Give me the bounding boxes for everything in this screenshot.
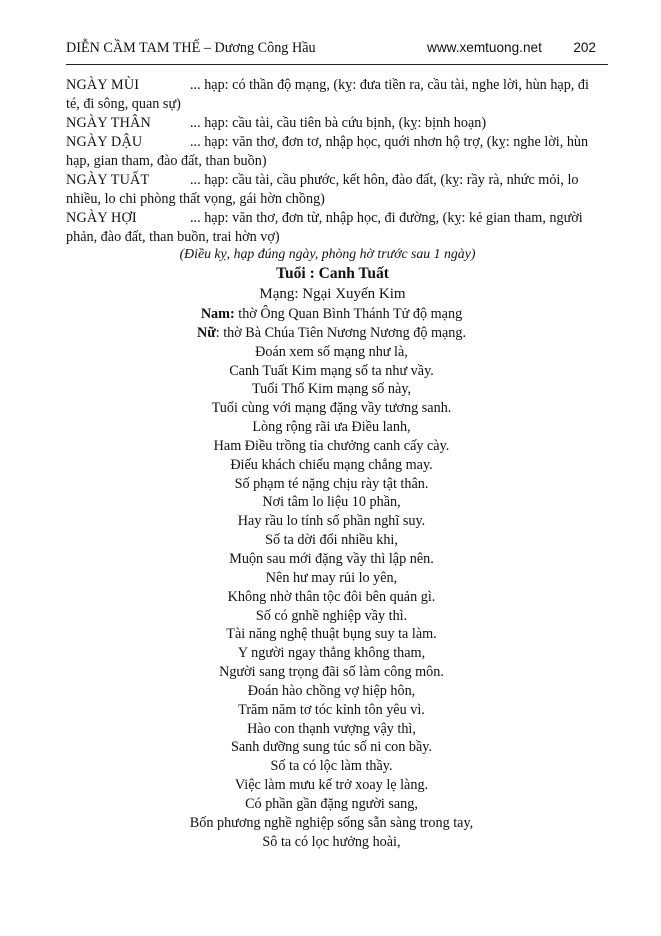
nam-line <box>0 305 661 324</box>
nam-label: Nam: <box>200 306 235 322</box>
day-name: NGÀY DẬU <box>66 134 143 150</box>
verse-line <box>0 531 661 550</box>
section-title-text: Tuổi : Canh Tuất <box>276 265 389 282</box>
verse-line <box>0 456 661 475</box>
verse-line-text: Tài năng nghệ thuật bụng suy ta làm. <box>226 626 437 643</box>
verse-line-text: Sanh dưỡng sung túc số ni con bầy. <box>230 739 433 756</box>
verse-line-text: Ham Điều trồng tỉa chưởng canh cấy cày. <box>213 437 450 454</box>
verse-line-text: Nên hư may rủi lo yên, <box>265 569 398 586</box>
verse-line <box>0 550 661 569</box>
verse-line <box>0 833 661 852</box>
verse-line-text: Bốn phương nghề nghiệp sống sẵn sàng trong tay, <box>189 814 474 831</box>
verse-line <box>0 343 661 362</box>
verse-line-text: Trăm năm tơ tóc kỉnh tôn yêu vì. <box>238 701 425 718</box>
verse-line <box>0 644 661 663</box>
verse-line <box>0 588 661 607</box>
day-text: ... hạp: cầu tài, cầu phước, kết hôn, đào đất, (kỵ: rầy rà, nhức mỏi, lo nhiều, lo chi phòng thất vọng, gái hờn chồng) <box>66 172 579 207</box>
verse-line-text: Y người ngay thẳng không tham, <box>237 645 426 662</box>
verse-line-text: Muộn sau mới đặng vầy thì lập nên. <box>229 550 434 567</box>
verse-line-text: Có phần gần đặng người sang, <box>245 795 418 812</box>
day-list <box>66 76 606 247</box>
day-name: NGÀY TUẤT <box>66 172 150 188</box>
verse-line <box>0 607 661 626</box>
header-rule <box>66 64 608 65</box>
day-text: ... hạp: cầu tài, cầu tiên bà cứu bịnh, (kỵ: bịnh hoạn) <box>190 115 487 131</box>
verse-line-text: Tuổi Thổ Kim mạng số này, <box>251 381 412 398</box>
verse-line-text: Hay rầu lo tính số phần nghĩ suy. <box>237 513 426 530</box>
verse-line <box>0 512 661 531</box>
section-title <box>0 265 661 283</box>
verse-line-text: Canh Tuất Kim mạng số ta như vầy. <box>229 362 434 379</box>
verse-line-text: Nơi tâm lo liệu 10 phần, <box>262 494 401 511</box>
header-website: www.xemtuong.net <box>427 40 542 55</box>
verse-line-text: Không nhờ thân tộc đôi bên quản gì. <box>227 588 436 605</box>
verse-line <box>0 493 661 512</box>
verse-line <box>0 663 661 682</box>
day-name: NGÀY THÂN <box>66 115 151 131</box>
verse-line-text: Đoán hào chồng vợ hiệp hôn, <box>247 682 416 699</box>
section-subtitle <box>0 286 661 303</box>
verse-line <box>0 720 661 739</box>
day-name: NGÀY MÙI <box>66 77 140 93</box>
verse-line <box>0 776 661 795</box>
verse-line-text: Số phạm té nặng chịu rày tật thân. <box>234 475 429 492</box>
verse-line <box>0 682 661 701</box>
verse-line-text: Sô ta có lọc hưởng hoài, <box>262 833 401 850</box>
verse-line-text: Hào con thạnh vượng vậy thì, <box>247 720 416 737</box>
nam-text: thờ Ông Quan Bình Thánh Tử độ mạng <box>234 306 463 322</box>
header-book-title: DIỄN CẦM TAM THẾ – Dương Công Hầu <box>66 40 316 56</box>
verse-line-text: Người sang trọng đãi số làm công môn. <box>219 664 444 681</box>
day-entry-mui <box>66 76 606 114</box>
verse-line <box>0 475 661 494</box>
verse-line-text: Đoán xem số mạng như là, <box>255 343 408 360</box>
verse-line-text: Số ta dời đổi nhiều khi, <box>265 532 398 549</box>
day-text: ... hạp: có thần độ mạng, (kỵ: đưa tiền ra, cầu tài, nghe lời, hùn hạp, đi té, đi sông, quan sự) <box>66 77 589 112</box>
page-number: 202 <box>573 40 596 55</box>
verse-block <box>0 305 661 851</box>
nu-label: Nữ <box>196 324 216 341</box>
verse-line <box>0 569 661 588</box>
verse-line <box>0 757 661 776</box>
verse-line <box>0 399 661 418</box>
verse-line <box>0 362 661 381</box>
verse-line-text: Số có gnhề nghiệp vầy thì. <box>255 607 408 624</box>
verse-line <box>0 795 661 814</box>
verse-line-text: Việc làm mưu kế trở xoay lẹ làng. <box>234 777 429 794</box>
verse-line <box>0 814 661 833</box>
verse-line <box>0 380 661 399</box>
day-name: NGÀY HỢI <box>66 210 137 226</box>
day-note <box>0 246 661 262</box>
verse-line <box>0 418 661 437</box>
day-text: ... hạp: văn thơ, đơn từ, nhập học, đi đường, (kỵ: kẻ gian tham, người phản, đào đất, than buồn, trai hờn vợ) <box>66 210 583 245</box>
day-text: ... hạp: văn thơ, đơn tơ, nhập học, quới nhơn hộ trợ, (kỵ: nghe lời, hùn hạp, gian tham, đào đất, than buồn) <box>66 134 589 169</box>
verse-line <box>0 701 661 720</box>
nu-line <box>0 324 661 343</box>
section-subtitle-text: Mạng: Ngại Xuyến Kim <box>259 286 406 302</box>
page-header <box>66 40 596 60</box>
verse-line-text: Lòng rộng rãi ưa Điều lanh, <box>252 419 411 436</box>
verse-line-text: Số ta có lộc làm thầy. <box>270 758 393 775</box>
verse-line <box>0 625 661 644</box>
day-entry-tuat <box>66 171 606 209</box>
verse-line-text: Điếu khách chiếu mạng chẳng may. <box>230 456 433 473</box>
day-note-text: (Điều kỵ, hạp đúng ngày, phòng hờ trước sau 1 ngày) <box>179 246 476 261</box>
verse-lines <box>0 343 661 852</box>
day-entry-dau <box>66 133 606 171</box>
day-entry-hoi <box>66 209 606 247</box>
verse-line <box>0 437 661 456</box>
verse-line <box>0 738 661 757</box>
verse-line-text: Tuổi cùng với mạng đặng vầy tương sanh. <box>211 400 452 417</box>
day-entry-than <box>66 114 606 133</box>
nu-text: : thờ Bà Chúa Tiên Nương Nương độ mạng. <box>215 324 467 341</box>
